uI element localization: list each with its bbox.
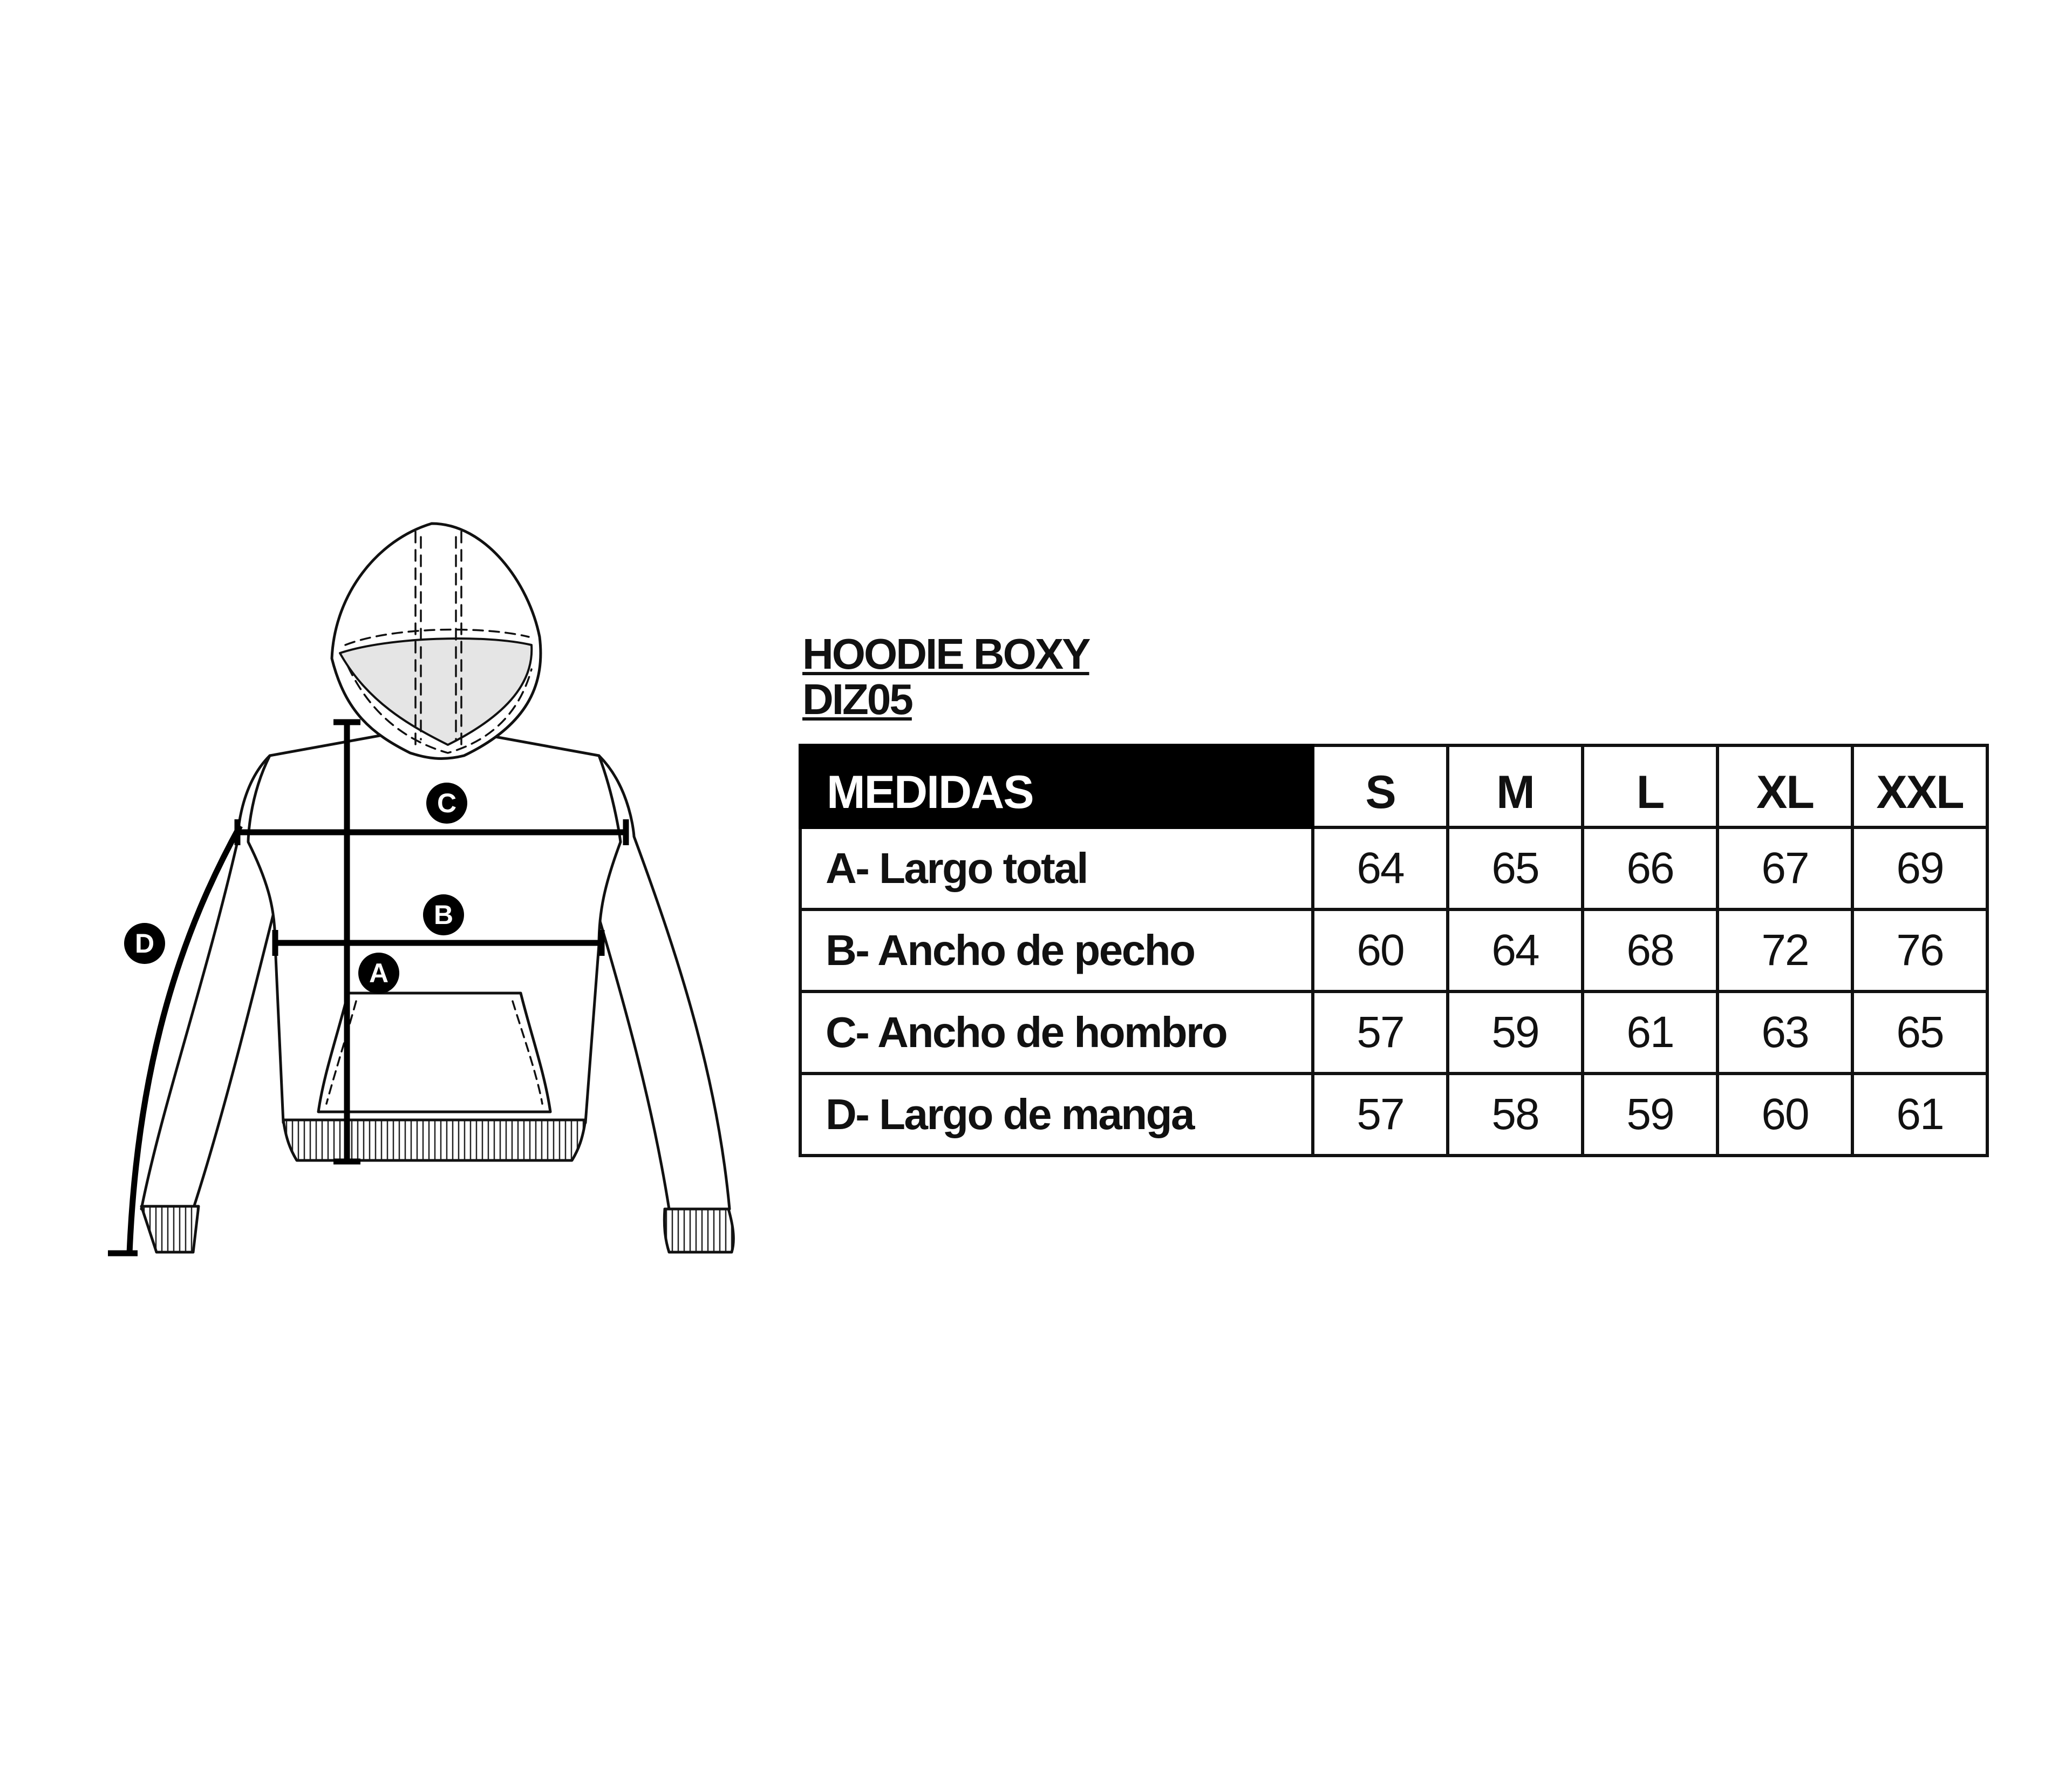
header-size: S xyxy=(1313,745,1448,827)
table-cell: 63 xyxy=(1717,991,1852,1074)
marker-b xyxy=(423,894,464,935)
table-cell: 76 xyxy=(1852,909,1987,991)
table-row xyxy=(800,991,1987,1074)
left-cuff xyxy=(141,1206,199,1252)
marker-c-label: C xyxy=(437,788,457,818)
table-cell: 66 xyxy=(1583,827,1717,909)
waist-rib xyxy=(283,1120,585,1160)
table-row xyxy=(800,827,1987,909)
table-cell: 60 xyxy=(1313,909,1448,991)
table-cell: 57 xyxy=(1313,1074,1448,1156)
table-cell: 57 xyxy=(1313,991,1448,1074)
marker-d xyxy=(124,923,165,964)
table-cell: 60 xyxy=(1717,1074,1852,1156)
table-cell: 58 xyxy=(1448,1074,1583,1156)
header-size: L xyxy=(1583,745,1717,827)
table-cell: 64 xyxy=(1313,827,1448,909)
table-cell: 68 xyxy=(1583,909,1717,991)
product-title-block xyxy=(802,631,1089,722)
row-label: D- Largo de manga xyxy=(800,1074,1313,1156)
table-cell: 72 xyxy=(1717,909,1852,991)
table-row xyxy=(800,909,1987,991)
header-measurements: MEDIDAS xyxy=(800,745,1313,827)
row-label: B- Ancho de pecho xyxy=(800,909,1313,991)
table-cell: 59 xyxy=(1583,1074,1717,1156)
table-cell: 61 xyxy=(1852,1074,1987,1156)
table-cell: 64 xyxy=(1448,909,1583,991)
right-cuff xyxy=(664,1209,733,1252)
marker-d-label: D xyxy=(134,928,155,959)
marker-a-label: A xyxy=(369,958,389,988)
marker-b-label: B xyxy=(433,900,454,930)
header-size: XXL xyxy=(1852,745,1987,827)
table-row xyxy=(800,1074,1987,1156)
table-cell: 65 xyxy=(1448,827,1583,909)
row-label: A- Largo total xyxy=(800,827,1313,909)
table-cell: 69 xyxy=(1852,827,1987,909)
hoodie-sketch xyxy=(141,524,733,1252)
table-header-row xyxy=(800,745,1987,827)
size-chart-table xyxy=(799,744,1989,1157)
marker-c xyxy=(426,783,467,824)
kangaroo-pocket xyxy=(318,993,550,1112)
product-code: DIZ05 xyxy=(802,675,912,723)
table-cell: 67 xyxy=(1717,827,1852,909)
header-size: XL xyxy=(1717,745,1852,827)
table-cell: 65 xyxy=(1852,991,1987,1074)
table-cell: 61 xyxy=(1583,991,1717,1074)
header-size: M xyxy=(1448,745,1583,827)
row-label: C- Ancho de hombro xyxy=(800,991,1313,1074)
table-cell: 59 xyxy=(1448,991,1583,1074)
product-name: HOODIE BOXY xyxy=(802,630,1089,678)
marker-a xyxy=(358,953,399,994)
